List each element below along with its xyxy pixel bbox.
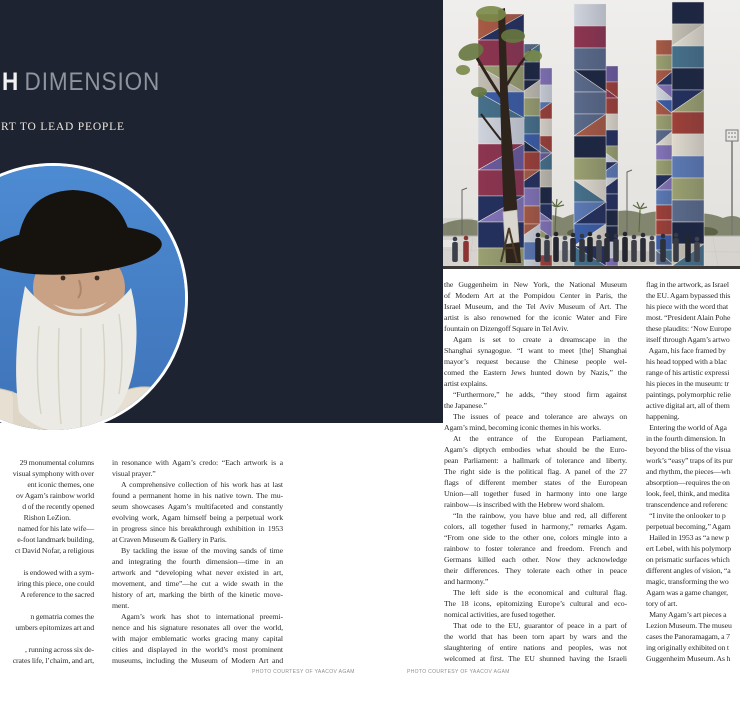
- text-line: evolving work, Agam himself being a perpetual work: [112, 513, 283, 522]
- photo-credit-right: PHOTO COURTESY OF YAACOV AGAM: [407, 669, 510, 675]
- text-line: transcendence and referenc: [646, 500, 728, 509]
- text-line: artist is also renowned for the iconic Water and Fire: [444, 313, 627, 322]
- text-line: itself through Agam’s artwo: [646, 335, 730, 344]
- text-line: e-foot landmark building,: [17, 535, 94, 544]
- text-line: range of his artistic expressi: [646, 368, 730, 377]
- text-line: beyond the bliss of the visua: [646, 445, 731, 454]
- text-line: slaughtering of entire nations and peoples, was not: [444, 643, 627, 652]
- agam-eye-left: [61, 276, 66, 281]
- text-line: comed the Eastern Jews hunted down by Nazis,” the: [444, 368, 627, 377]
- text-line: By tackling the issue of the moving sands of time: [121, 546, 283, 555]
- text-column-1: [0, 457, 94, 666]
- text-line: Agam’s work has shot to international preemi-: [121, 612, 283, 621]
- text-line: ov Agam’s rainbow world: [15, 491, 94, 500]
- text-line: crates life, l’chaim, and art,: [12, 656, 94, 665]
- text-line: the EU. Agam bypassed this: [646, 291, 731, 300]
- text-line: and rhythm, the pieces—wh: [646, 467, 731, 476]
- text-line: paintings, polymorphic relie: [646, 390, 731, 399]
- text-line: Union—all together fused in harmony into one large: [444, 489, 627, 498]
- text-line: Israel Museum, and the Tel Aviv Museum of Art. The: [444, 302, 627, 311]
- text-line: history of art, marking the birth of the kinetic move-: [112, 590, 283, 599]
- text-line: the Guggenheim in New York, the National Museum: [444, 280, 627, 289]
- title-bold-fragment: H: [2, 68, 20, 96]
- article-subtitle: RT TO LEAD PEOPLE: [1, 121, 125, 133]
- text-line: The 18 icons, epitomizing Europe’s cultural and eco-: [444, 599, 627, 608]
- text-line: look, feel, think, and medita: [646, 489, 730, 498]
- text-line: found a permanent home in his native town. The mu-: [112, 491, 283, 500]
- text-line: artist explains.: [444, 379, 488, 388]
- text-line: ment.: [112, 601, 130, 610]
- text-column-2: [112, 457, 283, 666]
- text-column-4: [646, 279, 740, 664]
- text-line: absorption—requires the on: [646, 478, 730, 487]
- text-line: Agam’s diptych embodies what should be the Euro-: [444, 445, 627, 454]
- title-light-fragment: DIMENSION: [24, 68, 161, 96]
- text-line: [0, 600, 94, 611]
- text-line: mayor’s request because the Chinese people wel-: [444, 357, 627, 366]
- text-line: flag in the artwork, as Israel: [646, 280, 729, 289]
- text-line: nomical activities, are fused together.: [444, 610, 556, 619]
- text-column-3: [444, 279, 627, 664]
- sculpture-photo: [443, 0, 740, 269]
- text-line: visual prayer.”: [112, 469, 156, 478]
- text-line: , running across six de-: [25, 645, 94, 654]
- text-line: seum showcases Agam’s multifaceted and constantly: [112, 502, 283, 511]
- photo-credit-left: PHOTO COURTESY OF YAACOV AGAM: [252, 669, 355, 675]
- text-line: the Japanese.”: [444, 401, 487, 410]
- text-line: fountain on Dizengoff Square in Tel Aviv.: [444, 324, 569, 333]
- text-line: Shanghai synagogue. “I want to meet [the] Shanghai: [444, 346, 627, 355]
- text-line: Entering the world of Aga: [646, 423, 727, 432]
- text-line: museums, including the Museum of Modern Art and: [112, 656, 283, 665]
- text-line: Hailed in 1953 as “a new p: [646, 533, 730, 542]
- text-line: colors, all together fused in harmony,” remarks Agam.: [444, 522, 627, 531]
- text-line: rainbow—is inscribed with the Hebrew word shalom.: [444, 500, 605, 509]
- text-line: of Modern Art at the Pompidou Center in Paris, the: [444, 291, 627, 300]
- text-line: ert Lebel, with his polymorp: [646, 544, 731, 553]
- text-line: these plaudits: ‘Now Europe: [646, 324, 732, 333]
- text-line: A reference to the sacred: [20, 590, 94, 599]
- text-line: magic, transforming the wo: [646, 577, 729, 586]
- text-line: “From one side to the other one, colors mingle into a: [444, 533, 627, 542]
- text-line: Many Agam’s art pieces a: [646, 610, 727, 619]
- text-line: artwork and “developing what never existed in art,: [112, 568, 283, 577]
- text-line: and harmony.”: [444, 577, 489, 586]
- text-line: Germans killed each other. Now they acknowledge: [444, 555, 627, 564]
- text-line: n gematria comes the: [30, 612, 94, 621]
- text-line: named for his late wife—: [17, 524, 94, 533]
- text-line: ing originally exhibited on t: [646, 643, 729, 652]
- text-line: ct David Nofar, a religious: [14, 546, 94, 555]
- text-line: Guggenheim Museum. As h: [646, 654, 731, 663]
- text-line: A comprehensive collection of his work has at last: [121, 480, 283, 489]
- text-line: Agam’s mind, becoming iconic themes in his works.: [444, 423, 601, 432]
- text-line: tory of art.: [646, 599, 678, 608]
- text-line: 29 monumental columns: [19, 458, 94, 467]
- text-line: in resonance with Agam’s credo: “Each artwork is a: [112, 458, 283, 467]
- text-line: perpetual becoming,” Agam: [646, 522, 731, 531]
- text-line: at Craven Museum & Gallery in Paris.: [112, 535, 227, 544]
- photo-bottom-rule: [443, 266, 740, 269]
- text-line: different angles of vision, “a: [646, 566, 731, 575]
- text-line: umbers epitomizes art and: [15, 623, 94, 632]
- text-line: flags of different member states of the European: [444, 478, 627, 487]
- text-line: ent iconic themes, one: [27, 480, 94, 489]
- text-line: visual symphony with over: [12, 469, 94, 478]
- text-line: Rishon LeZion.: [23, 513, 94, 522]
- text-line: The issues of peace and tolerance are always on: [453, 412, 627, 421]
- text-line: their differences. They tolerate each other in peace: [444, 566, 627, 575]
- text-line: cities and displayed in the world’s most prominent: [112, 645, 283, 654]
- text-line: nence and his signature resonates all over the world,: [112, 623, 283, 632]
- text-line: That ode to the EU, guarantor of peace in a part of: [453, 621, 627, 630]
- text-line: and integrating the fourth dimension—time in an: [112, 557, 283, 566]
- text-line: his piece with the word that: [646, 302, 729, 311]
- text-line: on prismatic surfaces which: [646, 555, 730, 564]
- text-line: in the fourth dimension. In: [646, 434, 726, 443]
- text-line: cases the Panoramagam, a 7: [646, 632, 730, 641]
- text-line: rainbow to foster tolerance and freedom. French and: [444, 544, 627, 553]
- text-line: Agam, his face framed by: [646, 346, 726, 355]
- text-line: [0, 633, 94, 644]
- text-line: the world that has been torn apart by wars and the: [444, 632, 627, 641]
- agam-eye-right: [95, 276, 100, 281]
- text-line: Lezion Museum. The museu: [646, 621, 732, 630]
- text-line: happening.: [646, 412, 680, 421]
- page-title: [2, 68, 160, 97]
- text-line: Agam is set to create a dreamscape in the: [453, 335, 627, 344]
- text-line: his pieces in the museum: tr: [646, 379, 729, 388]
- sculpture-illustration: [443, 0, 740, 269]
- text-line: The left side is the economical and cultural flag.: [453, 588, 627, 597]
- text-line: most. “President Alain Pohe: [646, 313, 731, 322]
- text-line: active digital art, all of them: [646, 401, 730, 410]
- text-line: “Furthermore,” he adds, “they stood firm against: [453, 390, 627, 399]
- text-line: “I invite the onlooker to p: [646, 511, 726, 520]
- text-line: welcomed at first. The EU shunned having the Israeli: [444, 654, 627, 663]
- text-line: with major emblematic works gracing many capital: [112, 634, 283, 643]
- text-line: movement, and time”—he cut a wide swath in the: [112, 579, 283, 588]
- text-line: At the entrance of the European Parliament,: [453, 434, 627, 443]
- text-line: is endowed with a sym-: [23, 568, 94, 577]
- text-line: in progress since his breakthrough exhibition in 1953: [112, 524, 283, 533]
- text-line: iring this piece, one could: [17, 579, 94, 588]
- text-line: [0, 556, 94, 567]
- text-line: pean Parliament: a hallmark of tolerance and liberty.: [444, 456, 627, 465]
- text-line: work’s “easy” traps of its pur: [646, 456, 733, 465]
- text-line: The right side is the political flag. A panel of the 27: [444, 467, 627, 476]
- text-line: his head topped with a blac: [646, 357, 727, 366]
- text-line: Agam was a game changer,: [646, 588, 729, 597]
- text-line: “In the rainbow, you have blue and red, all different: [453, 511, 627, 520]
- text-line: d of the recently opened: [22, 502, 94, 511]
